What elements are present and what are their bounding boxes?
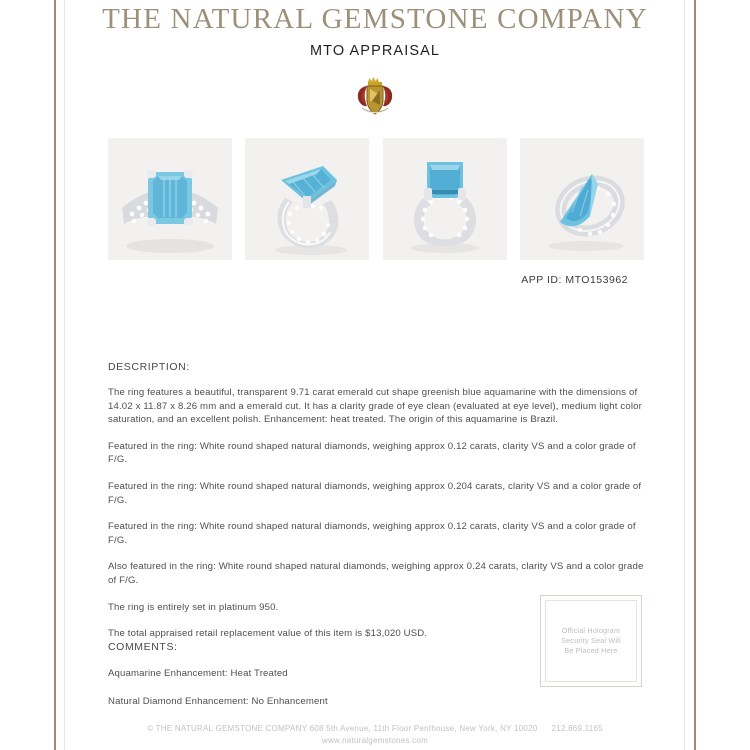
appraisal-document	[66, 0, 684, 750]
page-border-left-inner	[64, 0, 65, 750]
hologram-seal-placeholder	[540, 595, 642, 687]
description-paragraph: Featured in the ring: White round shaped natural diamonds, weighing approx 0.12 carats, clarity VS and a color grade of F/G.	[108, 440, 636, 466]
description-paragraph: Featured in the ring: White round shaped natural diamonds, weighing approx 0.204 carats, clarity VS and a color grade of F/G.	[108, 480, 642, 506]
comment-line: Aquamarine Enhancement: Heat Treated	[108, 668, 288, 679]
page-border-right	[694, 0, 696, 750]
description-paragraph: The ring features a beautiful, transparent 9.71 carat emerald cut shape greenish blue aquamarine with the dimensions of 14.02 x 11.87 x 8.26 mm and a emerald cut. It has a clarity grade of eye clean (evaluated at eye level), medium light color saturation, and an excellent polish. Enhancement: heat treated. The origin of this aquamarine is Brazil.	[108, 387, 642, 426]
product-photo-side-back-view[interactable]	[520, 138, 644, 260]
appraised-value-paragraph: The total appraised retail replacement value of this item is $13,020 USD.	[108, 628, 428, 640]
comments-section	[108, 641, 538, 708]
document-header	[66, 0, 684, 60]
footer-website: www.naturalgemstones.com	[321, 736, 429, 745]
comments-label: COMMENTS:	[108, 641, 178, 653]
footer-phone: 212.869.1165	[551, 724, 603, 733]
hologram-seal-line-1: Official Hologram	[561, 626, 621, 635]
page-border-right-inner	[684, 0, 685, 750]
page-border-left	[54, 0, 56, 750]
app-id: APP ID: MTO153962	[521, 274, 628, 286]
hologram-seal-inner-border	[545, 600, 637, 682]
comment-line: Natural Diamond Enhancement: No Enhancement	[108, 695, 328, 707]
product-photo-front-view[interactable]	[383, 138, 507, 260]
footer-address-line	[66, 723, 684, 735]
hologram-seal-line-3: Be Placed Here	[564, 646, 618, 655]
company-name: THE NATURAL GEMSTONE COMPANY	[102, 3, 648, 35]
description-paragraph: The ring is entirely set in platinum 950.	[108, 601, 279, 613]
product-photo-top-view[interactable]	[108, 138, 232, 260]
document-footer	[66, 723, 684, 747]
hologram-seal-line-2: Security Seal Will	[561, 636, 621, 645]
logo-container	[66, 76, 684, 122]
footer-copyright: © THE NATURAL GEMSTONE COMPANY 608 5th Avenue, 11th Floor Penthouse, New York, NY 10020	[147, 724, 538, 733]
heraldic-crest-icon	[354, 76, 396, 125]
document-subtitle: MTO APPRAISAL	[309, 43, 441, 59]
description-label: DESCRIPTION:	[108, 361, 190, 373]
hologram-seal-text	[561, 626, 621, 656]
product-photo-angled-view[interactable]	[245, 138, 369, 260]
description-paragraph: Also featured in the ring: White round shaped natural diamonds, weighing approx 0.24 carats, clarity VS and a color grade of F/G.	[108, 561, 644, 586]
description-paragraph: Featured in the ring: White round shaped natural diamonds, weighing approx 0.12 carats, clarity VS and a color grade of F/G.	[108, 521, 636, 546]
product-gallery	[108, 138, 644, 260]
